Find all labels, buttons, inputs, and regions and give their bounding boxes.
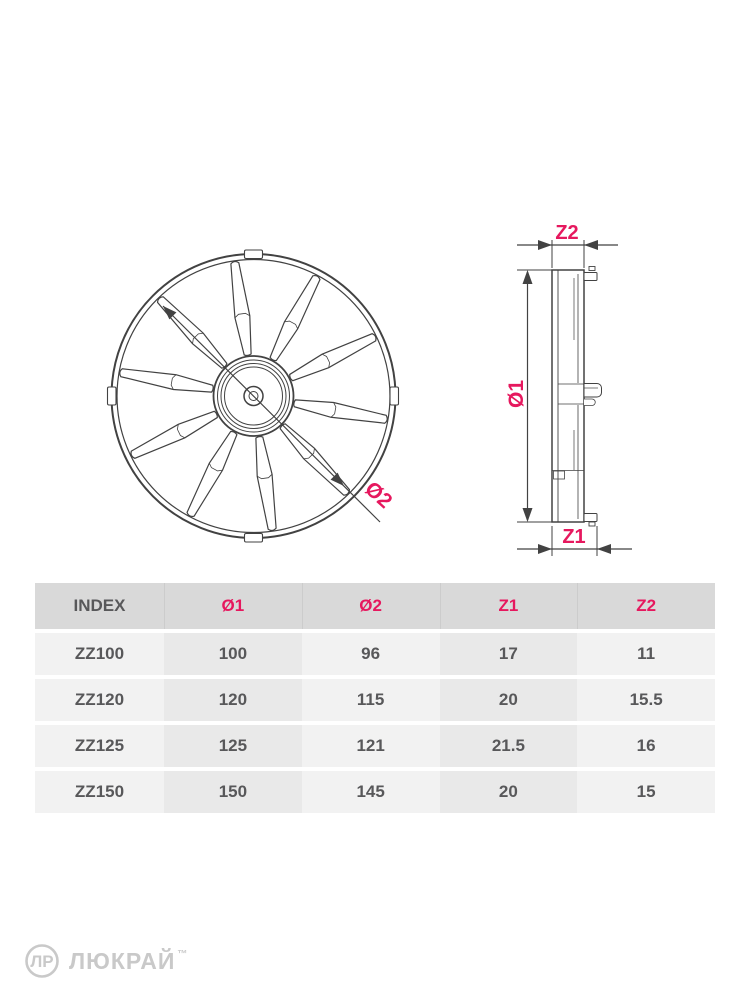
table-cell-index: ZZ120 [35, 679, 164, 721]
table-cell-d2: 96 [302, 633, 440, 675]
fan-blade [293, 396, 389, 427]
z1-label: Z1 [562, 526, 586, 548]
fan-blade [266, 273, 324, 364]
z2-label: Z2 [555, 222, 579, 244]
brand-logo-icon [22, 941, 62, 981]
fan-blade [154, 293, 231, 372]
table-cell-d2: 145 [302, 771, 440, 813]
brand-logo [22, 941, 187, 981]
brand-monogram: ЛР [30, 952, 54, 971]
fan-blade [183, 429, 241, 520]
table-cell-z2: 15.5 [577, 679, 715, 721]
fan-blade [287, 330, 379, 385]
table-cell-z1: 20 [440, 679, 578, 721]
d2-label: Ø2 [360, 477, 397, 514]
table-cell-d1: 100 [164, 633, 302, 675]
side-body [552, 267, 602, 527]
table-header-z1: Z1 [440, 583, 578, 629]
table-cell-z1: 20 [440, 771, 578, 813]
table-cell-index: ZZ125 [35, 725, 164, 767]
fan-blade [128, 407, 220, 462]
dimension-d1 [505, 270, 552, 522]
mounting-tab-top [245, 250, 263, 259]
dimension-z1 [517, 526, 632, 556]
table-cell-d2: 121 [302, 725, 440, 767]
fan-blade [252, 436, 280, 532]
dimension-z2 [517, 222, 618, 268]
fan-blade [119, 365, 215, 396]
table-header-z2: Z2 [577, 583, 715, 629]
table-header-index: INDEX [35, 583, 164, 629]
fan-blade [277, 420, 354, 499]
fan-front-view [108, 250, 399, 542]
fan-side-view [505, 222, 632, 556]
table-header-d1: Ø1 [164, 583, 302, 629]
table-cell-z2: 11 [577, 633, 715, 675]
fan-blade [227, 261, 255, 357]
table-cell-index: ZZ150 [35, 771, 164, 813]
mounting-tab-left [108, 387, 117, 405]
table-cell-d1: 125 [164, 725, 302, 767]
table-cell-d2: 115 [302, 679, 440, 721]
table-cell-d1: 120 [164, 679, 302, 721]
mounting-tab-bottom [245, 534, 263, 543]
brand-name: ЛЮКРАЙ [69, 948, 176, 974]
mounting-tab-right [390, 387, 399, 405]
table-header-d2: Ø2 [302, 583, 440, 629]
trademark-mark: ™ [177, 949, 188, 960]
table-cell-z1: 21.5 [440, 725, 578, 767]
dimensions-table [35, 583, 715, 813]
table-cell-z1: 17 [440, 633, 578, 675]
table-cell-z2: 15 [577, 771, 715, 813]
table-cell-index: ZZ100 [35, 633, 164, 675]
table-cell-d1: 150 [164, 771, 302, 813]
table-cell-z2: 16 [577, 725, 715, 767]
d1-label: Ø1 [505, 379, 528, 409]
